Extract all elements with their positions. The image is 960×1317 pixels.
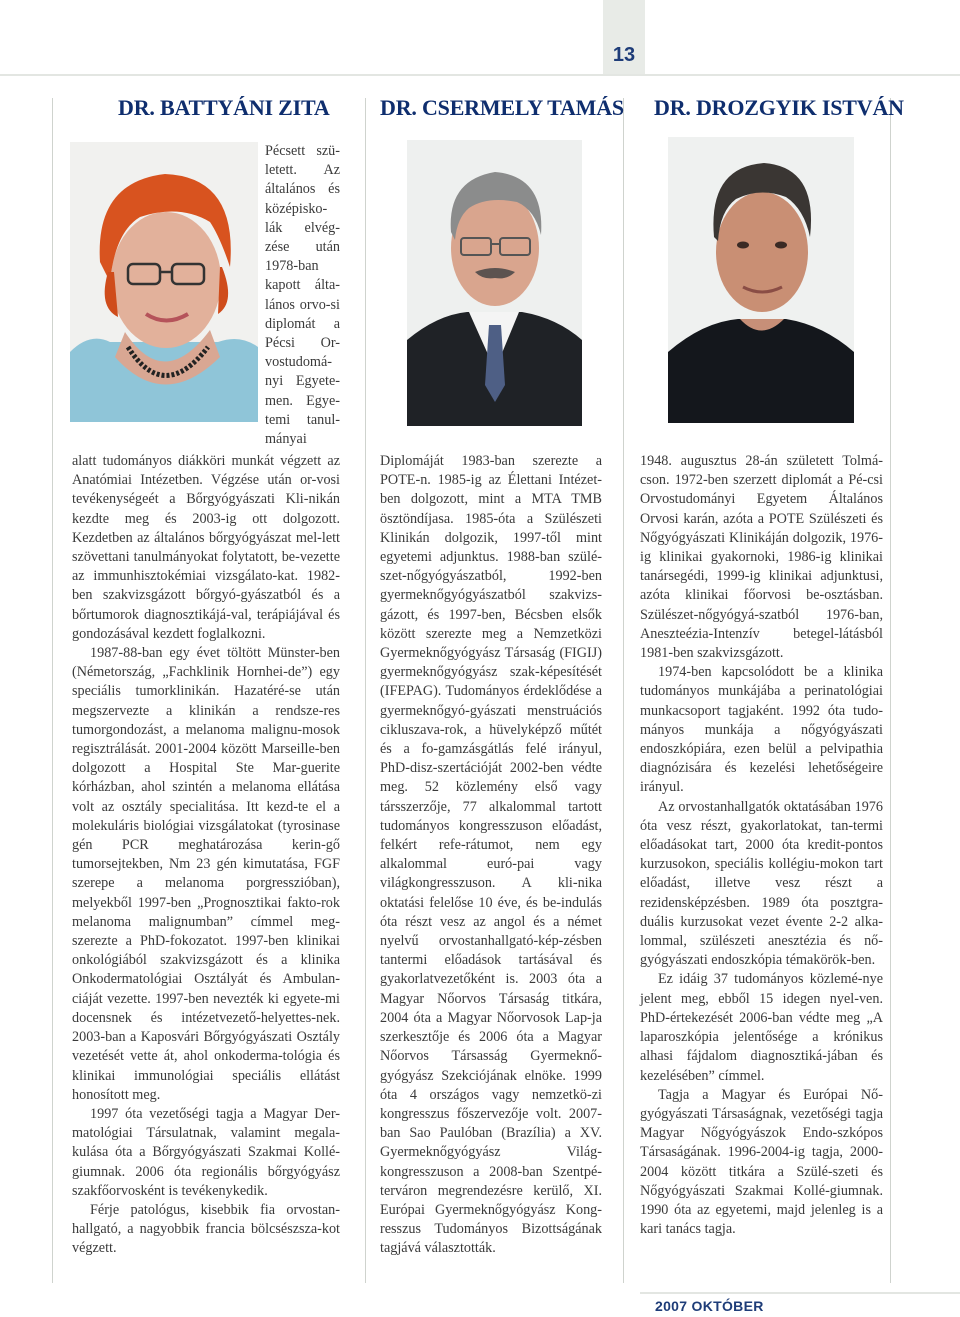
- column-divider-right: [890, 98, 891, 1283]
- name-csermely: DR. CSERMELY TAMÁS: [380, 95, 624, 120]
- paragraph: 1997 óta vezetőségi tagja a Magyar Der-matológiai Társulatnak, valamint megala-kulása óta a Bőrgyógyászati Szakmai Kollé-giumnak. 2006 óta regionális bőrgyógyász szakfőorvosként is tevékenykedik.: [72, 1105, 340, 1199]
- column-divider-2: [623, 98, 624, 1283]
- paragraph: Az orvostanhallgatók oktatásában 1976 óta vesz részt, gyakorlatokat, tan-termi előadásokat tart, 2000 óta kredit-pontos kurzusokon, speciális kollégiu-mokon tart előadást, illetve vesz részt a rezidensképzésben. 1989 óta posztgra-duális kurzusokat vezet évente 2-2 alka-lommal, szülészeti anesztézia és nő-gyógyászati endoszkópia témakörök-ben.: [640, 798, 883, 969]
- portrait-woman-icon: [70, 142, 258, 422]
- name-battyani: DR. BATTYÁNI ZITA: [118, 95, 330, 120]
- footer-rule: [640, 1292, 960, 1294]
- portrait-man-suit-icon: [407, 140, 582, 426]
- paragraph: Férje patológus, kisebbik fia orvostan-hallgató, a nagyobbik francia bölcsészsza-kot végzett.: [72, 1201, 340, 1257]
- paragraph: 1987-88-ban egy évet töltött Münster-ben (Németország, „Fachklinik Hornhei-de”) egy speciális tumorklinikán. Hazatéré-se után megszervezte a klinikán a rendsze-res tumorgondozást, a melanoma malignu-mosok regisztrálását. 2001-2004 között Marseille-ben dolgozott a Hospital Ste Mar-guerite kórházban, ahol szintén a melanoma ellátása volt az osztály specialitása. Itt kezd-te el a molekuláris biológiai vizsgálatokat (tyrosinase gén PCR meghatározása kerin-gő tumorsejtekben, Nm 23 gén kimutatása, FGF szerepe a melanoma porgresszióban), melyekből 1997-ben „Prognosztikai fakto-rok melanoma malignumban” címmel meg-szerezte a PhD-fokozatot. 1997-ben klinikai onkológiából szakvizsgázott és a klinika Onkodermatológiai Osztályát és Ambulan-ciáját vezette. 1997-ben nevezték ki egyete-mi docensnek és intézetvezető-helyettes-nek. 2003-ban a Kaposvári Bőrgyógyászati Osztály vezetését vette át, ahol onkoderma-tológia és klinikai immunológiai speciális ellátást honosított meg.: [72, 645, 340, 1103]
- column-divider-left: [52, 98, 53, 1283]
- column-divider-1: [365, 98, 366, 1283]
- photo-csermely: [407, 140, 582, 426]
- paragraph: 1974-ben kapcsolódott be a klinika tudományos munkájába a perinatológiai munkacsoport tagjaként. 1992 óta tudo-mányos munkája a nőgyógyászati endoszkópiára, ezen belül a pelvipathia diagnózisára és kezelési lehetőségeire irányul.: [640, 664, 883, 796]
- photo-drozgyik: [668, 137, 854, 423]
- paragraph: 1948. augusztus 28-án született Tolmá-cson. 1972-ben szerzett diplomát a Pé-csi Orvostudományi Egyetem Általános Orvosi karán, azóta a POTE Szülészeti és Nőgyógyászati Klinikáján dolgozik, 1976-ig klinikai gyakornoki, 1986-ig klinikai tanársegédi, 1999-ig klinikai adjunktusi, azóta klinikai főorvosi be-osztásban. Szülészet-nőgyógyá-szatból 1976-ban, Aneszteézia-Intenzív betegel-látásból 1981-ben szakvizsgázott.: [640, 453, 883, 662]
- bio-text-battyani: [72, 452, 340, 1259]
- top-rule: [0, 74, 960, 76]
- paragraph: alatt tudományos diákköri munkát végzett az Anatómiai Intézetben. Végzése után or-vosi tevékenységeét a Bőrgyógyászati Kli-nikán kezdte meg és 2003-ig ott dolgozott. Kezdetben az általános bőrgyógyászat mel-lett szövettani tanulmányokat folytatott, be-vezette az immunhisztokémiai vizsgálato-kat. 1982-ben szakvizsgázott bőrgyó-gyászatból és a bőrtumorok diagnosztikájá-val, terápiájával és gondozásával kezdett foglalkozni.: [72, 453, 340, 642]
- footer-date: 2007 OKTÓBER: [655, 1298, 764, 1314]
- paragraph: Diplomáját 1983-ban szerezte a POTE-n. 1985-ig az Élettani Intézet-ben dolgozott, mint a MTA TMB ösztöndíjasa. 1985-óta a Szülészeti Klinikán dolgozik, 1997-től mint egyetemi adjunktus. 1988-ban szülé-szet-nőgyógyászatból, 1992-ben gyermeknőgyógyászatból szakvizs-gázott, és 1997-ben, Bécsben elsők között szerezte meg a Nemzetközi Gyermeknőgyógyász Társaság (FIGIJ) gyermeknőgyógyász szak-képesítését (IFEPAG). Tudományos érdeklődése a gyermeknőgyó-gyászati menstruációs cikluszava-rok, a hüvelyképző műtét és a fo-gamzásgátlás felé irányul, PhD-disz-szertációját 2002-ben védte meg. 52 közlemény első vagy társszerzője, 77 alkalommal tartott tudományos kongresszuson előadást, felkért refe-rátumot, nem egy alkalommal euró-pai vagy világkongresszuson. A kli-nika oktatási felelőse 10 éve, és be-indulás óta részt vesz az angol és a német nyelvű orvostanhallgató-kép-zésben tantermi előadások tartásával és gyakorlatvezetőként is. 2003 óta a Magyar Nőorvos Társaság titkára, 2004 óta a Magyar Nőorvosok Lap-ja szerkesztője és 2006 óta a Magyar Nőorvos Társasság Gyermeknő-gyógyász Szekciójának elnöke. 1999 óta 4 országos vagy nemzetkö-zi kongresszus főszervezője volt. 2007-ban Sao Paulóban (Brazília) a XV. Gyermeknőgyógyász Világ-kongresszuson a 2008-ban Szentpé-terváron megrendezésre kerülő, XI. Európai Gyermeknőgyógyász Kong-resszus Tudományos Bizottságának tagjává választották.: [380, 453, 602, 1257]
- photo-battyani: [70, 142, 258, 422]
- bio-text-drozgyik: [640, 452, 883, 1239]
- name-drozgyik: DR. DROZGYIK ISTVÁN: [654, 95, 904, 120]
- bio-text-csermely: [380, 452, 602, 1259]
- paragraph: Ez idáig 37 tudományos közlemé-nye jelent meg, ebből 15 idegen nyel-ven. PhD-értekezését 2006-ban védte meg „A laparoszkópia jelentősége a krónikus alhasi fájdalom diagnosztiká-jában és kezelésében” címmel.: [640, 971, 883, 1084]
- intro-text-battyani: Pécsett szü-letett. Az általános és középisko-lák elvég-zése után 1978-ban kapott álta-lános orvo-si diplomát a Pécsi Or-vostudomá-nyi Egyete-men. Egye-temi tanul-mányai: [265, 143, 340, 448]
- paragraph: Tagja a Magyar és Európai Nő-gyógyászati Társaságnak, vezetőségi tagja Magyar Nőgyógyászok Endo-szkópos Társaságának. 1996-2004-ig tagja, 2000-2004 között titkára a Szülé-szeti és Nőgyógyászati Szakmai Kollé-giumnak. 1990 óta az egyetemi, majd jelenleg is a kari tanács tagja.: [640, 1086, 883, 1238]
- portrait-man-shirt-icon: [668, 137, 854, 423]
- page-number: 13: [612, 44, 636, 66]
